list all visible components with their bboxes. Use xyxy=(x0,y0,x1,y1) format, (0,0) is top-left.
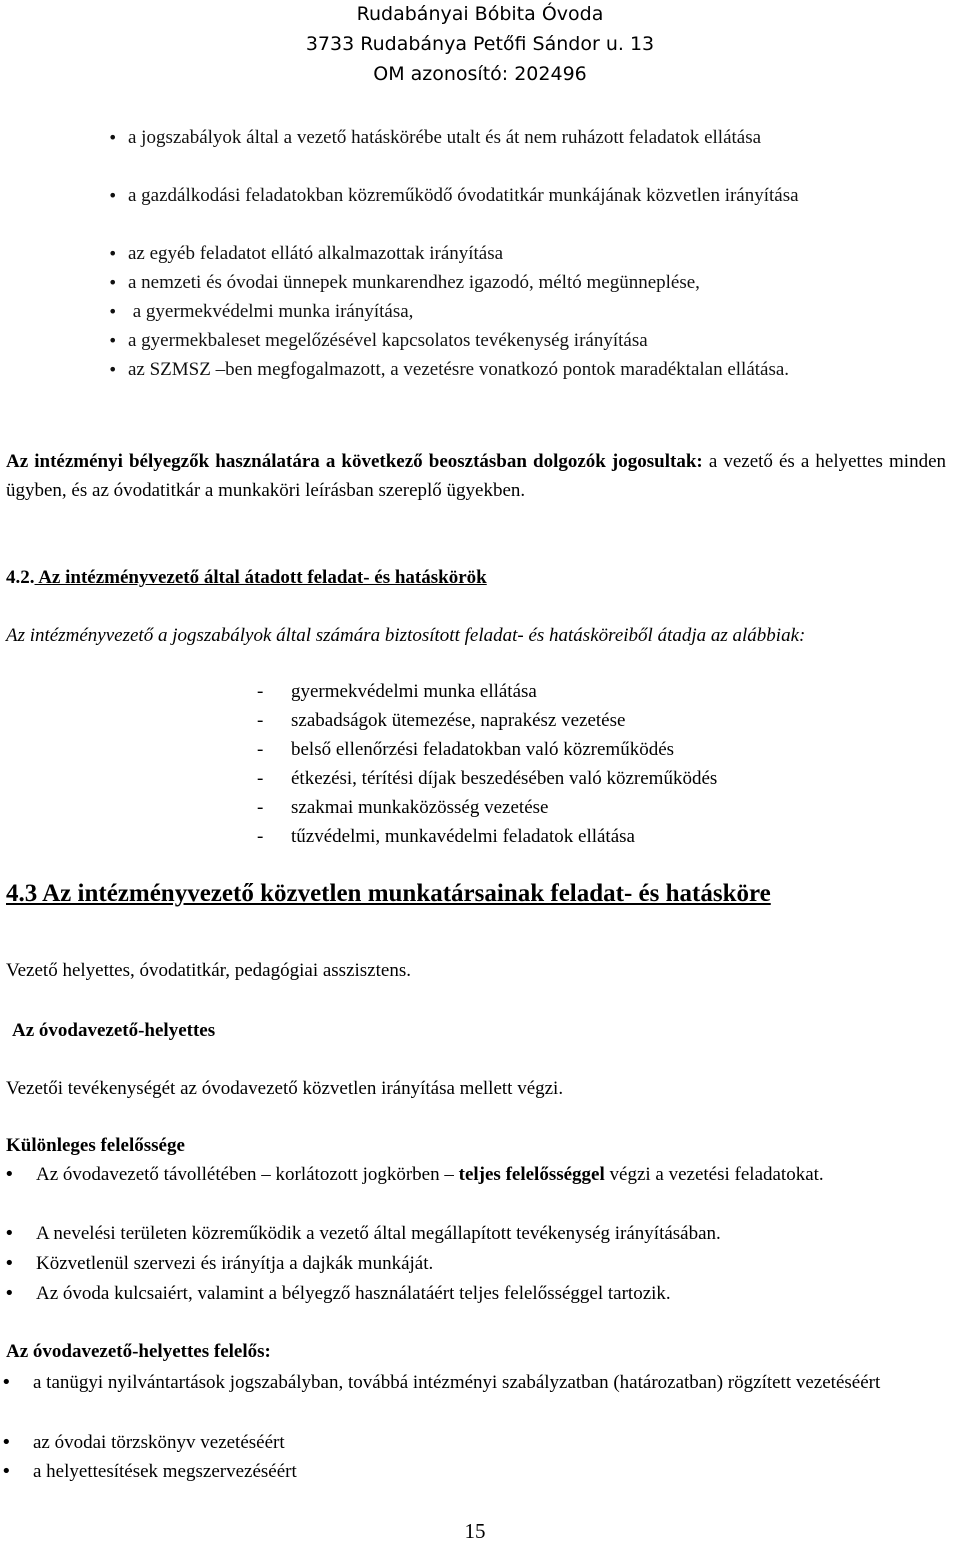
list-item: • a nemzeti és óvodai ünnepek munkarendhez igazodó, méltó megünneplése, xyxy=(128,268,944,297)
list-item: • Közvetlenül szervezi és irányítja a dajkák munkáját. xyxy=(36,1249,946,1278)
stamp-usage-paragraph xyxy=(6,447,946,505)
list-item: • a jogszabályok által a vezető hatáskörébe utalt és át nem ruházott feladatok ellátása xyxy=(128,123,944,152)
list-item: • A nevelési területen közreműködik a vezető által megállapított tevékenység irányításában. xyxy=(36,1219,946,1248)
list-item: • az SZMSZ –ben megfogalmazott, a vezetésre vonatkozó pontok maradéktalan ellátása. xyxy=(128,355,944,384)
list-item: - tűzvédelmi, munkavédelmi feladatok ellátása xyxy=(257,826,635,847)
deputy-text: Vezetői tevékenységét az óvodavezető közvetlen irányítása mellett végzi. xyxy=(6,1078,564,1099)
page-number: 15 xyxy=(464,1519,486,1543)
header-address: 3733 Rudabánya Petőfi Sándor u. 13 xyxy=(305,33,655,55)
section-4-2-number: 4.2. xyxy=(6,567,35,588)
list-item: - szakmai munkaközösség vezetése xyxy=(257,797,549,818)
staff-list: Vezető helyettes, óvodatitkár, pedagógiai asszisztens. xyxy=(6,960,411,981)
stamp-usage-lead: Az intézményi bélyegzők használatára a következő beosztásban dolgozók jogosultak: xyxy=(6,451,703,472)
list-item: • az egyéb feladatot ellátó alkalmazottak irányítása xyxy=(128,239,944,268)
stamp-usage-text: a vezető és a helyettes minden ügyben, és az óvodatitkár a munkaköri leírásban szereplő ügyekben. xyxy=(6,451,947,501)
header-institution-name: Rudabányai Bóbita Óvoda xyxy=(356,3,604,25)
section-4-3-heading: 4.3 Az intézményvezető közvetlen munkatársainak feladat- és hatásköre xyxy=(6,880,771,907)
list-item: - étkezési, térítési díjak beszedésében való közreműködés xyxy=(257,768,718,789)
list-item: • Az óvoda kulcsaiért, valamint a bélyegző használatáért teljes felelősséggel tartozik. xyxy=(36,1279,946,1308)
deputy-responsible-heading: Az óvodavezető-helyettes felelős: xyxy=(6,1341,271,1362)
list-item: • a tanügyi nyilvántartások jogszabályban, továbbá intézményi szabályzatban (határozatban) rögzített vezetéséért xyxy=(33,1368,945,1397)
list-item: - gyermekvédelmi munka ellátása xyxy=(257,681,537,702)
list-item: • Az óvodavezető távollétében – korlátozott jogkörben – teljes felelősséggel végzi a vezetési feladatokat. xyxy=(36,1160,946,1189)
list-item: • a gyermekvédelmi munka irányítása, xyxy=(128,297,944,326)
special-responsibility-heading: Különleges felelőssége xyxy=(6,1135,185,1156)
list-item: - belső ellenőrzési feladatokban való közreműködés xyxy=(257,739,675,760)
section-4-2-title: Az intézményvezető által átadott feladat- és hatáskörök xyxy=(34,567,487,588)
section-4-2-intro: Az intézményvezető a jogszabályok által számára biztosított feladat- és hatásköreiből átadja az alábbiak: xyxy=(6,625,806,646)
header-om-id: OM azonosító: 202496 xyxy=(373,63,587,85)
deputy-heading: Az óvodavezető-helyettes xyxy=(12,1020,216,1041)
list-item: • a helyettesítések megszervezéséért xyxy=(33,1457,943,1486)
list-item: • az óvodai törzskönyv vezetéséért xyxy=(33,1428,943,1457)
list-item: • a gyermekbaleset megelőzésével kapcsolatos tevékenység irányítása xyxy=(128,326,944,355)
section-4-2-heading xyxy=(6,563,487,592)
list-item: • a gazdálkodási feladatokban közreműködő óvodatitkár munkájának közvetlen irányítása xyxy=(128,181,944,210)
list-item: - szabadságok ütemezése, naprakész vezetése xyxy=(257,710,626,731)
